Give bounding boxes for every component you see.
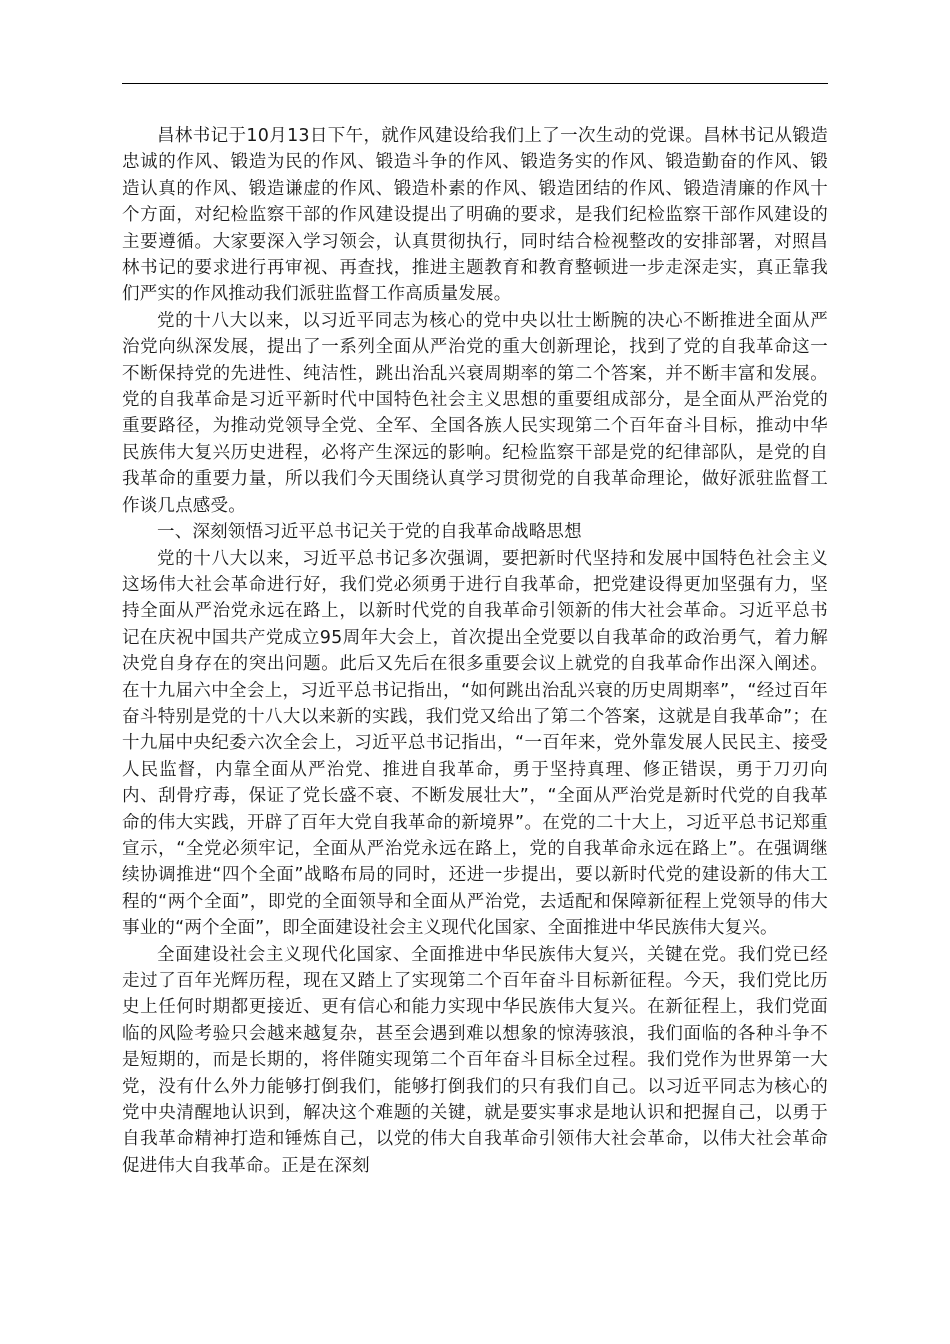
header-rule: [122, 83, 828, 84]
paragraph-key-in-party: 全面建设社会主义现代化国家、全面推进中华民族伟大复兴，关键在党。我们党已经走过了百年光辉历程，现在又踏上了实现第二个百年奋斗目标新征程。今天，我们党比历史上任何时期都更接近、更有信心和能力实现中华民族伟大复兴。在新征程上，我们党面临的风险考验只会越来越复杂，甚至会遇到难以想象的惊涛骇浪，我们面临的各种斗争不是短期的，而是长期的，将伴随实现第二个百年奋斗目标全过程。我们党作为世界第一大党，没有什么外力能够打倒我们，能够打倒我们的只有我们自己。以习近平同志为核心的党中央清醒地认识到，解决这个难题的关键，就是要实事求是地认识和把握自己，以勇于自我革命精神打造和锤炼自己，以党的伟大自我革命引领伟大社会革命，以伟大社会革命促进伟大自我革命。正是在深刻: [122, 944, 828, 1176]
paragraph-self-revolution-overview: 党的十八大以来，以习近平同志为核心的党中央以壮士断腕的决心不断推进全面从严治党向纵深发展，提出了一系列全面从严治党的重大创新理论，找到了党的自我革命这一不断保持党的先进性、纯洁性，跳出治乱兴衰周期率的第二个答案，并不断丰富和发展。党的自我革命是习近平新时代中国特色社会主义思想的重要组成部分，是全面从严治党的重要路径，为推动党领导全党、全军、全国各族人民实现第二个百年奋斗目标，推动中华民族伟大复兴历史进程，必将产生深远的影响。纪检监察干部是党的纪律部队，是党的自我革命的重要力量，所以我们今天围绕认真学习贯彻党的自我革命理论，做好派驻监督工作谈几点感受。: [122, 310, 828, 516]
section-heading-1: 一、深刻领悟习近平总书记关于党的自我革命战略思想: [157, 522, 582, 543]
paragraph-intro: 昌林书记于10月13日下午，就作风建设给我们上了一次生动的党课。昌林书记从锻造忠诚的作风、锻造为民的作风、锻造斗争的作风、锻造务实的作风、锻造勤奋的作风、锻造认真的作风、锻造谦虚的作风、锻造朴素的作风、锻造团结的作风、锻造清廉的作风十个方面，对纪检监察干部的作风建设提出了明确的要求，是我们纪检监察干部作风建设的主要遵循。大家要深入学习领会，认真贯彻执行，同时结合检视整改的安排部署，对照昌林书记的要求进行再审视、再查找，推进主题教育和教育整顿进一步走深走实，真正靠我们严实的作风推动我们派驻监督工作高质量发展。: [122, 126, 828, 305]
document-body: [122, 123, 828, 1179]
paragraph-xi-statements: 党的十八大以来，习近平总书记多次强调，要把新时代坚持和发展中国特色社会主义这场伟大社会革命进行好，我们党必须勇于进行自我革命，把党建设得更加坚强有力，坚持全面从严治党永远在路上，以新时代党的自我革命引领新的伟大社会革命。习近平总书记在庆祝中国共产党成立95周年大会上，首次提出全党要以自我革命的政治勇气，着力解决党自身存在的突出问题。此后又先后在很多重要会议上就党的自我革命作出深入阐述。在十九届六中全会上，习近平总书记指出，“如何跳出治乱兴衰的历史周期率”，“经过百年奋斗特别是党的十八大以来新的实践，我们党又给出了第二个答案，这就是自我革命”；在十九届中央纪委六次全会上，习近平总书记指出，“一百年来，党外靠发展人民民主、接受人民监督，内靠全面从严治党、推进自我革命，勇于坚持真理、修正错误，勇于刀刃向内、刮骨疗毒，保证了党长盛不衰、不断发展壮大”，“全面从严治党是新时代党的自我革命的伟大实践，开辟了百年大党自我革命的新境界”。在党的二十大上，习近平总书记郑重宣示，“全党必须牢记，全面从严治党永远在路上，党的自我革命永远在路上”。在强调继续协调推进“四个全面”战略布局的同时，还进一步提出，要以新时代党的建设新的伟大工程的“两个全面”，即党的全面领导和全面从严治党，去适配和保障新征程上党领导的伟大事业的“两个全面”，即全面建设社会主义现代化国家、全面推进中华民族伟大复兴。: [122, 548, 828, 939]
